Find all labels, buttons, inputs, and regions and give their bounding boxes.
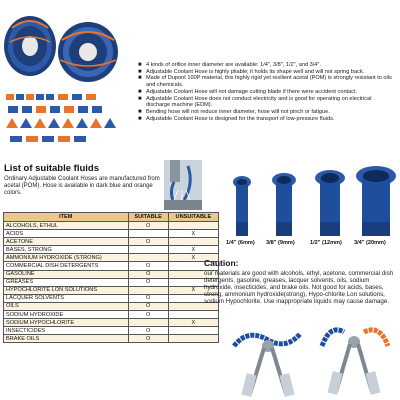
fluid-name: GREASES: [4, 278, 129, 286]
unsuitable-mark: [168, 335, 218, 343]
machining-photo: [164, 160, 202, 210]
pliers-image-right: [314, 310, 396, 398]
fluid-name: AMMONIUM HYDROXIDE (STRONG): [4, 254, 129, 262]
table-row: [4, 286, 219, 294]
table-row: [4, 238, 219, 246]
table-row: [4, 294, 219, 302]
unsuitable-mark: [168, 327, 218, 335]
size-label-half: 1/2" (12mm): [310, 240, 342, 246]
fluid-name: BASES, STRONG: [4, 246, 129, 254]
suitable-mark: O: [128, 222, 168, 230]
feature-item: ■ Adjustable Coolant Hose does not conduct electricity and is good for operating on electrical discharge machine (EDM).: [138, 95, 372, 109]
suitable-mark: [128, 230, 168, 238]
fluids-title: List of suitable fluids: [4, 163, 100, 174]
hose-sizes-image: [224, 166, 400, 240]
table-row: [4, 302, 219, 310]
fluids-table: [3, 212, 219, 343]
hose-size-quarter: [233, 176, 251, 236]
table-row: [4, 327, 219, 335]
fluid-name: SODIUM HYPOCHLORITE: [4, 319, 129, 327]
fluids-description: Ordinary Adjustable Coolant Hoses are manufactured from acetal (POM). Hose is available in dark blue and orange colors.: [4, 176, 160, 196]
hose-rolls-image: [2, 2, 136, 162]
suitable-mark: [128, 246, 168, 254]
fittings-row-1: [6, 94, 96, 100]
feature-item: ■ Made of Dupont 100P material, this highly rigid yet resilient acetal (POM) is strongly resistant to oils and chemicals.: [138, 75, 392, 89]
hose-size-three-eighths: [272, 173, 296, 236]
hose-roll-left: [4, 16, 56, 76]
suitable-mark: [128, 286, 168, 294]
hose-size-three-quarter: [356, 166, 396, 236]
table-row: [4, 262, 219, 270]
size-label-quarter: 1/4" (6mm): [226, 240, 255, 246]
fluid-name: COMMERCIAL DISH DETERGENTS: [4, 262, 129, 270]
suitable-mark: O: [128, 302, 168, 310]
column-header-unsuitable: UNSUITABLE: [168, 213, 218, 222]
column-header-item: ITEM: [4, 213, 129, 222]
table-row: [4, 246, 219, 254]
table-row: [4, 230, 219, 238]
suitable-mark: O: [128, 262, 168, 270]
table-row: [4, 270, 219, 278]
fluid-name: LACQUER SOLVENTS: [4, 294, 129, 302]
suitable-mark: [128, 254, 168, 262]
unsuitable-mark: X: [168, 230, 218, 238]
suitable-mark: [128, 319, 168, 327]
feature-item: ■ Adjustable Coolant Hose is highly pliable; it holds its shape well and will not spring back.: [138, 68, 365, 75]
feature-item: ■ 4 kinds of orifice inner diameter are available: 1/4", 3/8", 1/2", and 3/4".: [138, 62, 321, 68]
fluid-name: ACETONE: [4, 238, 129, 246]
hose-roll-right: [58, 22, 118, 82]
unsuitable-mark: X: [168, 254, 218, 262]
hose-size-half: [315, 170, 345, 236]
table-row: [4, 278, 219, 286]
unsuitable-mark: X: [168, 246, 218, 254]
fluid-name: INSECTICIDES: [4, 327, 129, 335]
fluid-name: ALCOHOLS, ETHUL: [4, 222, 129, 230]
feature-item: ■ Adjustable Coolant Hose is designed for the transport of low-pressure fluids.: [138, 115, 335, 122]
suitable-mark: O: [128, 238, 168, 246]
fluid-name: HYPOCHLORITE LON SOLUTIONS: [4, 286, 129, 294]
caution-title: Caution:: [204, 258, 239, 268]
size-label-three-quarter: 3/4" (20mm): [354, 240, 386, 246]
table-row: [4, 254, 219, 262]
fluid-name: SODIUM HYDROXIDE: [4, 311, 129, 319]
fluid-name: ACIDS: [4, 230, 129, 238]
column-header-suitable: SUITABLE: [128, 213, 168, 222]
fluid-name: GASOLINE: [4, 270, 129, 278]
unsuitable-mark: [168, 238, 218, 246]
suitable-mark: O: [128, 311, 168, 319]
table-row: [4, 319, 219, 327]
table-header-row: [4, 213, 219, 222]
fluid-name: OILS: [4, 302, 129, 310]
fluid-name: BRAKE OILS: [4, 335, 129, 343]
caution-text: our materials are good with alcohols, ethyl, acetone, commercial dish detergents, gasoline, greases, lacquer solvents, oils, sodium hydroxide, insecticides, and brake oils. Not good for acids, bases, strong, ammonium hydroxide(strong), Hypo-chlorite Lon solutions, sodium Hypochlorite. Use inappropriate liquids may cause damage.: [204, 270, 394, 306]
size-label-three-eighths: 3/8" (9mm): [266, 240, 295, 246]
suitable-mark: O: [128, 270, 168, 278]
unsuitable-mark: [168, 222, 218, 230]
table-row: [4, 311, 219, 319]
fittings-row-2: [8, 106, 102, 113]
table-row: [4, 335, 219, 343]
table-row: [4, 222, 219, 230]
fittings-row-4: [10, 136, 86, 142]
feature-item: ■ Bending hose will not reduce inner diameter, hose will not pinch or fatigue.: [138, 108, 330, 115]
feature-list: [138, 62, 396, 122]
suitable-mark: O: [128, 294, 168, 302]
suitable-mark: O: [128, 278, 168, 286]
unsuitable-mark: X: [168, 319, 218, 327]
unsuitable-mark: X: [168, 286, 218, 294]
fittings-row-3: [6, 118, 116, 128]
unsuitable-mark: [168, 311, 218, 319]
suitable-mark: O: [128, 335, 168, 343]
pliers-image-left: [228, 316, 308, 398]
feature-item: ■ Adjustable Coolant Hose will not damage cutting blade if there were accident contact.: [138, 88, 358, 95]
suitable-mark: O: [128, 327, 168, 335]
